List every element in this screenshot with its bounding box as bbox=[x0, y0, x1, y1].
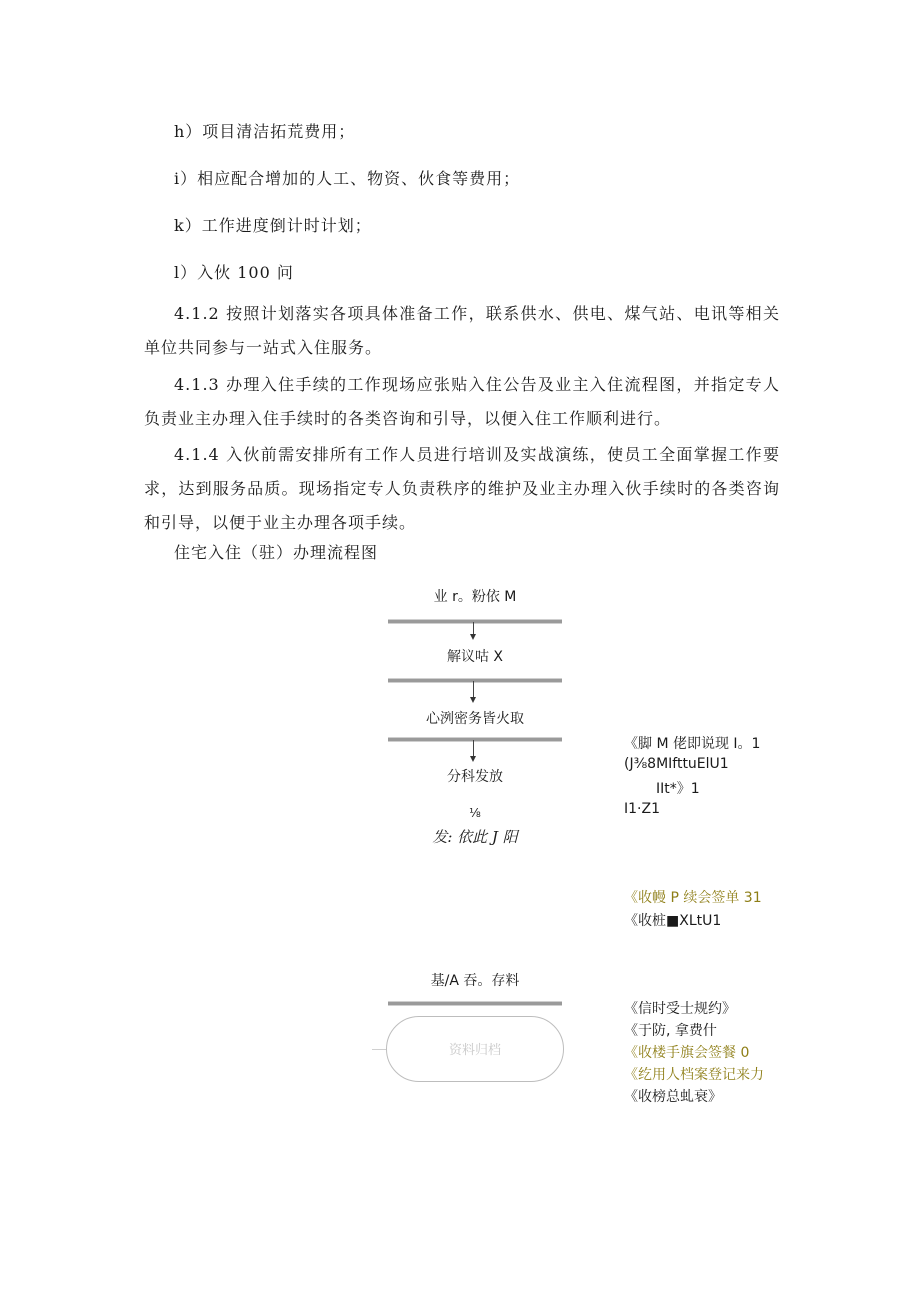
side-note-3-line-3: 《收楼手旗会签餐 0 bbox=[624, 1045, 750, 1061]
flow-step-1: 业 r。粉依 M bbox=[433, 589, 517, 605]
side-note-1-line-2: (J⅜8MIfttuElU1 bbox=[624, 756, 729, 772]
side-note-3-line-4: 《纥用人档案登记来力 bbox=[624, 1067, 764, 1083]
side-note-3-line-5: 《收榜总虬衰》 bbox=[624, 1089, 722, 1105]
flow-step-5: 基/A 吞。存料 bbox=[430, 973, 520, 989]
flow-divider-2 bbox=[388, 678, 562, 683]
capsule-connector bbox=[372, 1049, 386, 1050]
flow-divider-3 bbox=[388, 737, 562, 742]
flow-small-mark: ⅛ bbox=[469, 806, 481, 820]
paragraph-4-1-3: 4.1.3 办理入住手续的工作现场应张贴入住公告及业主入住流程图，并指定专人负责业主办理入住手续时的各类咨询和引导，以便入住工作顺利进行。 bbox=[144, 375, 780, 428]
archive-capsule bbox=[386, 1016, 564, 1082]
paragraph-4-1-2: 4.1.2 按照计划落实各项具体准备工作，联系供水、供电、煤气站、电讯等相关单位共同参与一站式入住服务。 bbox=[144, 304, 780, 357]
side-note-2-line-1: 《收幔 P 续会签单 31 bbox=[624, 890, 762, 906]
list-item-h: h）项目清洁拓荒费用； bbox=[174, 122, 356, 141]
side-note-3-line-1: 《信时受士规约》 bbox=[624, 1001, 736, 1017]
flowchart-title: 住宅入住（驻）办理流程图 bbox=[174, 543, 379, 562]
flow-step-4: 分科发放 bbox=[447, 769, 503, 785]
flow-step-2: 解议咕 X bbox=[446, 649, 504, 665]
capsule-label: 资料归档 bbox=[448, 1043, 501, 1058]
paragraph-4-1-4: 4.1.4 入伙前需安排所有工作人员进行培训及实战演练，使员工全面掌握工作要求，达到服务品质。现场指定专人负责秩序的维护及业主办理入伙手续时的各类咨询和引导，以便于业主办理各项手续。 bbox=[144, 445, 780, 532]
flow-divider-4 bbox=[388, 1001, 562, 1006]
side-note-3-line-2: 《于防, 拿费什 bbox=[624, 1023, 717, 1039]
side-note-2-line-2: 《收桩■XLtU1 bbox=[624, 913, 722, 929]
list-item-i: i）相应配合增加的人工、物资、伙食等费用； bbox=[174, 169, 521, 188]
list-item-l: l）入伙 100 问 bbox=[174, 263, 294, 282]
flow-italic-note: 发: 依此 J 阳 bbox=[432, 828, 518, 846]
flow-divider-1 bbox=[388, 619, 562, 624]
list-item-k: k）工作进度倒计时计划； bbox=[174, 216, 372, 235]
flow-arrow-2 bbox=[473, 681, 474, 699]
flow-arrow-1 bbox=[473, 622, 474, 636]
side-note-1-line-3: IIt*》1 bbox=[656, 781, 700, 797]
flow-step-3: 心洌密务皆火取 bbox=[426, 711, 524, 727]
flow-arrow-3 bbox=[473, 740, 474, 758]
side-note-1-line-1: 《脚 M 佬即说现 I。1 bbox=[624, 736, 761, 752]
side-note-1-line-4: I1·Z1 bbox=[624, 801, 660, 817]
